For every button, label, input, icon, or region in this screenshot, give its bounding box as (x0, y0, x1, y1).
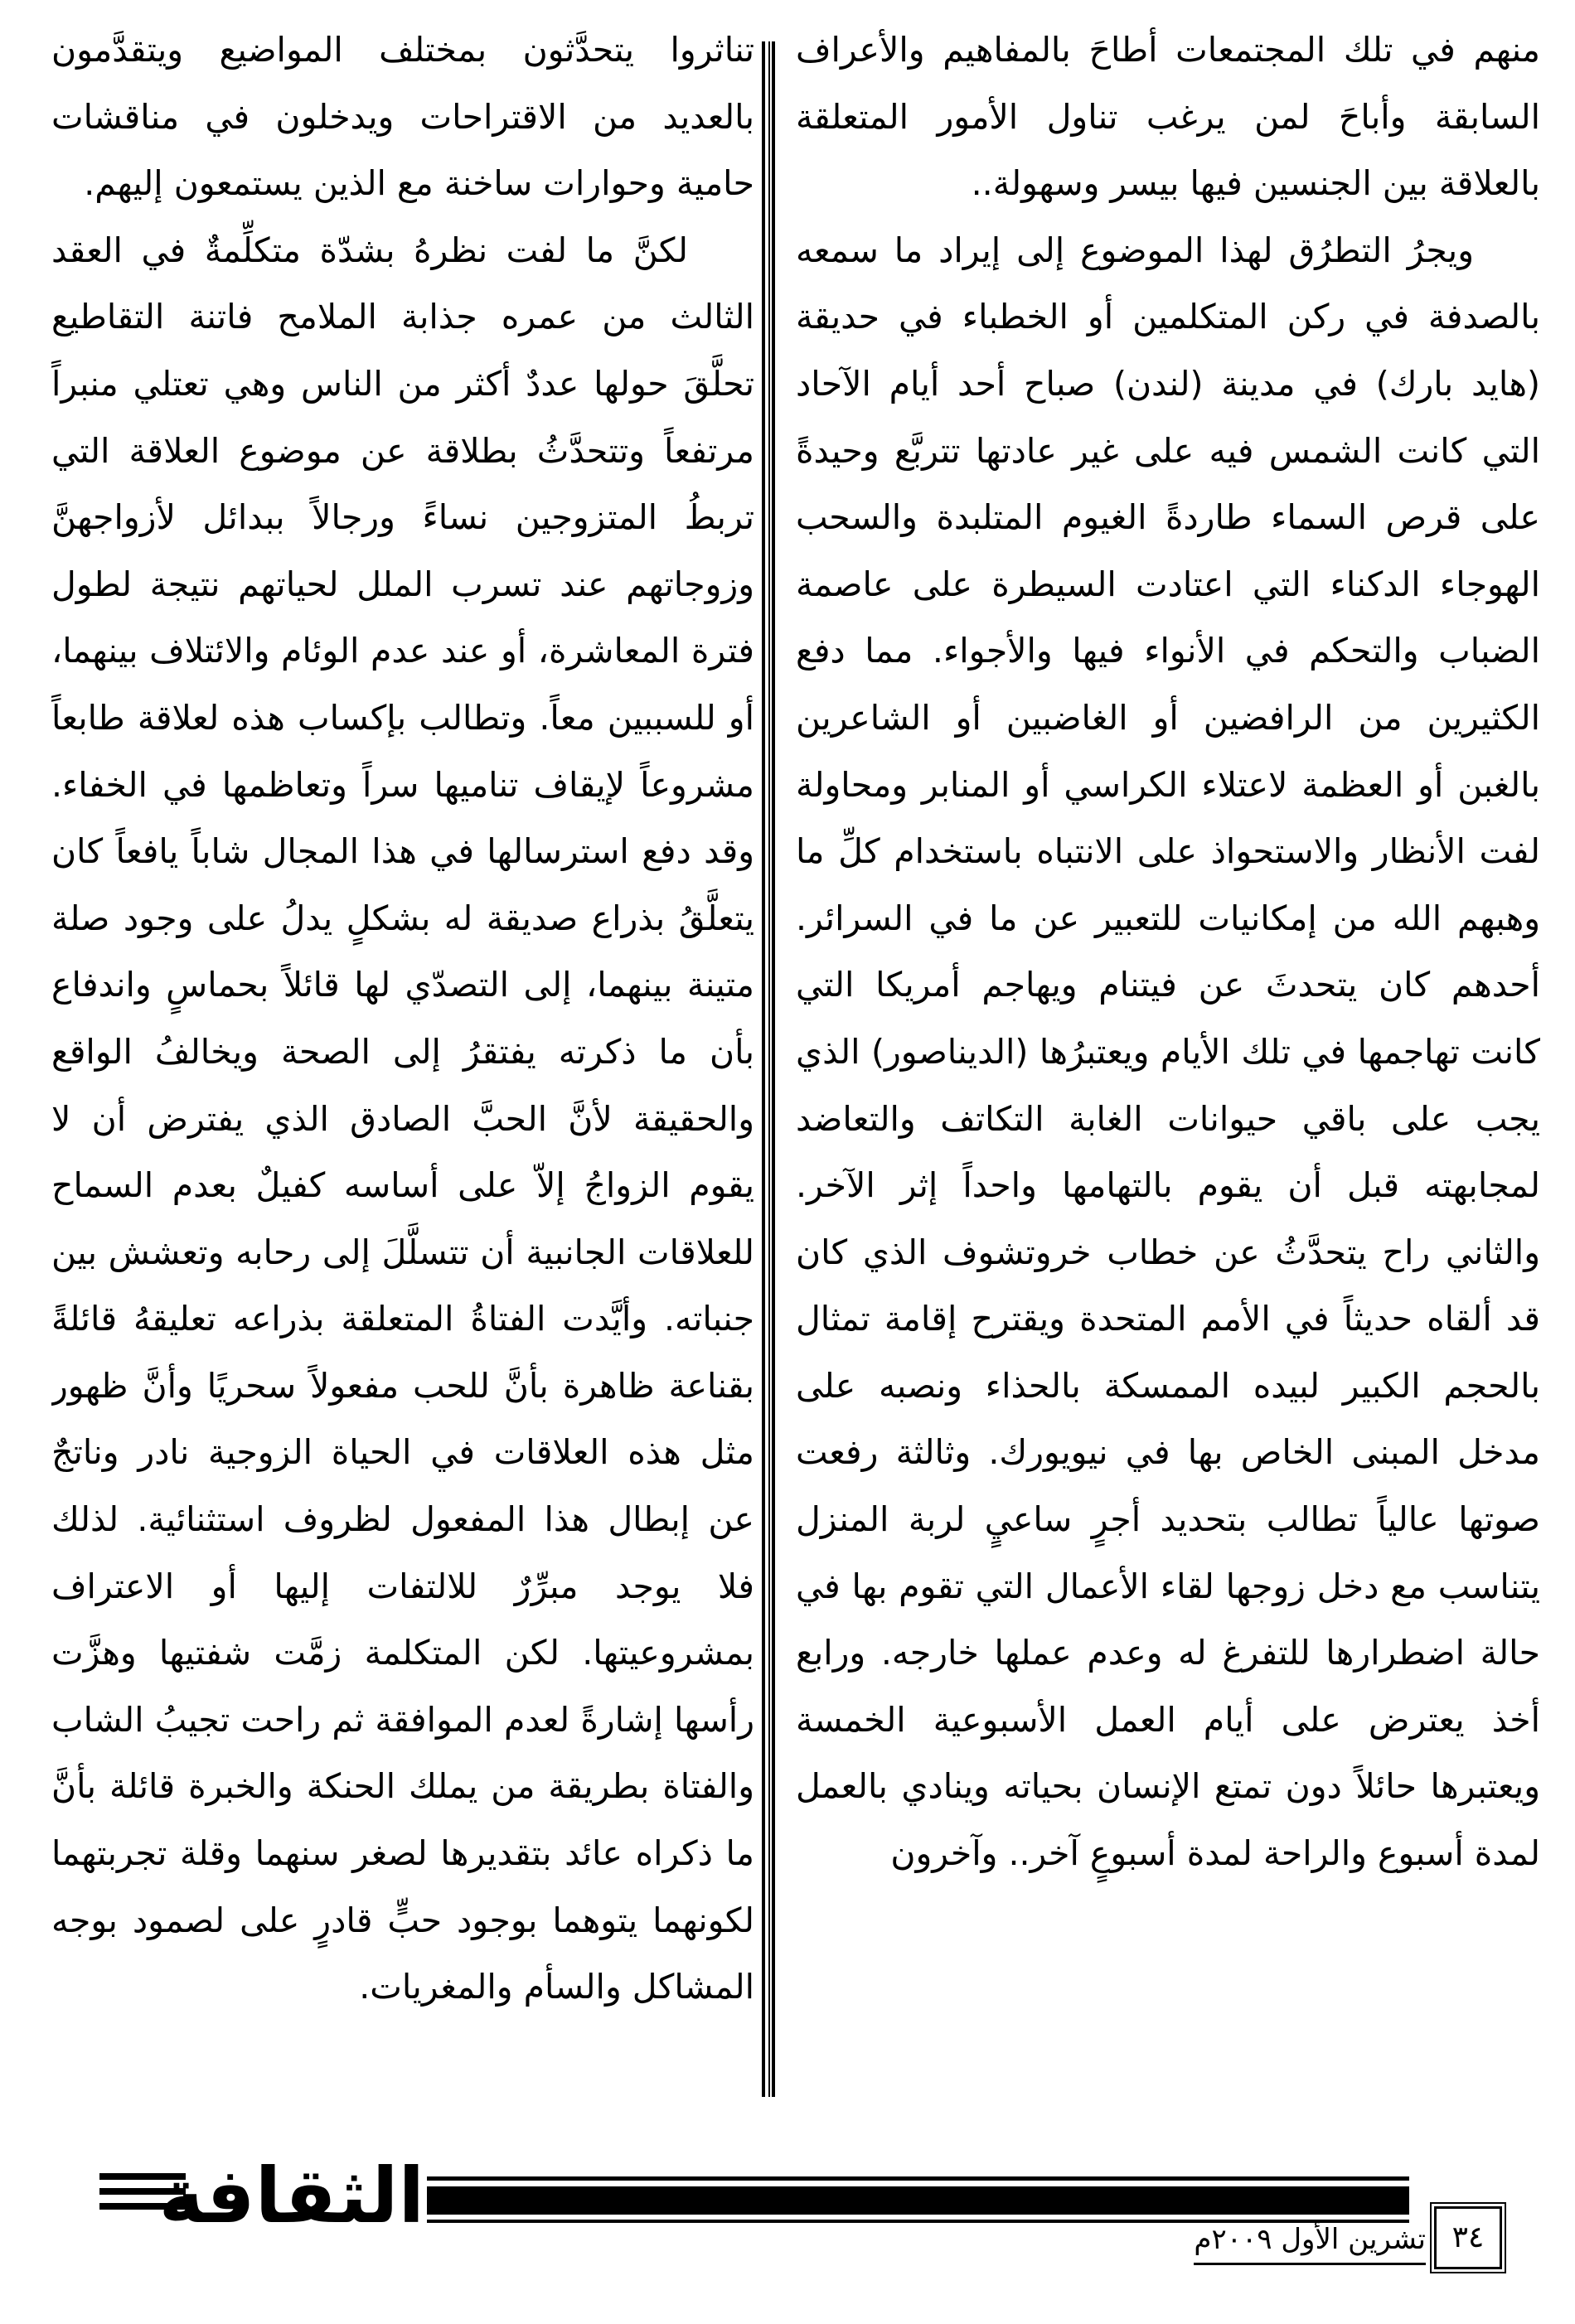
date-underline (1194, 2263, 1426, 2265)
paragraph: منهم في تلك المجتمعات أطاحَ بالمفاهيم والأعراف السابقة وأباحَ لمن يرغب تناول الأمور المتعلقة بالعلاقة بين الجنسين فيها بيسر وسهولة.. (796, 30, 1540, 204)
paragraph: لكنَّ ما لفت نظرهُ بشدّة متكلِّمةٌ في العقد الثالث من عمره جذابة الملامح فاتنة التقاطيع تحلَّقَ حولها عددٌ أكثر من الناس وهي تعتلي منبراً مرتفعاً وتتحدَّثُ بطلاقة عن موضوع العلاقة التي تربطُ المتزوجين نساءً ورجالاً ببدائل لأزواجهنَّ وزوجاتهم عند تسرب الملل لحياتهم نتيجة لطول فترة المعاشرة، أو عند عدم الوئام والائتلاف بينهما، أو للسببين معاً. وتطالب بإكساب هذه لعلاقة طابعاً مشروعاً لإيقاف تناميها سراً وتعاظمها في الخفاء. وقد دفع استرسالها في هذا المجال شاباً يافعاً كان يتعلَّقُ بذراع صديقة له بشكلٍ يدلُ على وجود صلة متينة بينهما، إلى التصدّي لها قائلاً بحماسٍ واندفاع بأن ما ذكرته يفتقرُ إلى الصحة ويخالفُ الواقع والحقيقة لأنَّ الحبَّ الصادق الذي يفترض أن لا يقوم الزواجُ إلاّ على أساسه كفيلٌ بعدم السماح للعلاقات الجانبية أن تتسلَّلَ إلى رحابه وتعشش بين جنباته. وأيَّدت الفتاةُ المتعلقة بذراعه تعليقهُ قائلةً بقناعة ظاهرة بأنَّ للحب مفعولاً سحريًا وأنَّ ظهور مثل هذه العلاقات في الحياة الزوجية نادر وناتجٌ عن إبطال هذا المفعول لظروف استثنائية. لذلك فلا يوجد مبرِّرٌ للالتفات إليها أو الاعتراف بمشروعيتها. لكن المتكلمة زمَّت شفتيها وهزَّت رأسها إشارةً لعدم الموافقة ثم راحت تجيبُ الشاب والفتاة بطريقة من يملك الحنكة والخبرة قائلة بأنَّ ما ذكراه عائد بتقديرها لصغر سنهما وقلة تجربتهما لكونهما يتوهما بوجود حبٍّ قادرٍ على لصمود بوجه المشاكل والسأم والمغريات. (51, 230, 754, 2007)
paragraph: ويجرُ التطرُق لهذا الموضوع إلى إيراد ما سمعه بالصدفة في ركن المتكلمين أو الخطباء في حديقة (هايد بارك) في مدينة (لندن) صباح أحد أيام الآحاد التي كانت الشمس فيه على غير عادتها تتربَّع وحيدةً على قرص السماء طاردةً الغيوم المتلبدة والسحب الهوجاء الدكناء التي اعتادت السيطرة على عاصمة الضباب والتحكم في الأنواء فيها والأجواء. مما دفع الكثيرين من الرافضين أو الغاضبين أو الشاعرين بالغبن أو العظمة لاعتلاء الكراسي أو المنابر ومحاولة لفت الأنظار والاستحواذ على الانتباه باستخدام كلِّ ما وهبهم الله من إمكانيات للتعبير عن ما في السرائر. أحدهم كان يتحدثَ عن فيتنام ويهاجم أمريكا التي كانت تهاجمها في تلك الأيام ويعتبرُها (الديناصور) الذي يجب على باقي حيوانات الغابة التكاتف والتعاضد لمجابهته قبل أن يقوم بالتهامها واحداً إثر الآخر. والثاني راح يتحدَّثُ عن خطاب خروتشوف الذي كان قد ألقاه حديثاً في الأمم المتحدة ويقترح إقامة تمثال بالحجم الكبير لبيده الممسكة بالحذاء ونصبه على مدخل المبنى الخاص بها في نيويورك. وثالثة رفعت صوتها عالياً تطالب بتحديد أجرٍ ساعيٍ لربة المنزل يتناسب مع دخل زوجها لقاء الأعمال التي تقوم بها في حالة اضطرارها للتفرغ له وعدم عملها خارجه. ورابع أخذ يعترض على أيام العمل الأسبوعية الخمسة ويعتبرها حائلاً دون تمتع الإنسان بحياته وينادي بالعمل لمدة أسبوع والراحة لمدة أسبوعٍ آخر.. وآخرون (796, 230, 1540, 1874)
issue-date: تشرين الأول ٢٠٠٩م (1194, 2223, 1426, 2256)
footer-rule (427, 2186, 1409, 2215)
column-divider (762, 41, 775, 2097)
left-text-column (51, 17, 754, 2138)
magazine-logo: الثقافة (158, 2152, 424, 2240)
page-number: ٣٤ (1434, 2206, 1502, 2269)
right-text-column (796, 17, 1540, 2138)
paragraph: تناثروا يتحدَّثون بمختلف المواضيع ويتقدَّمون بالعديد من الاقتراحات ويدخلون في مناقشات حامية وحوارات ساخنة مع الذين يستمعون إليهم. (51, 30, 754, 204)
